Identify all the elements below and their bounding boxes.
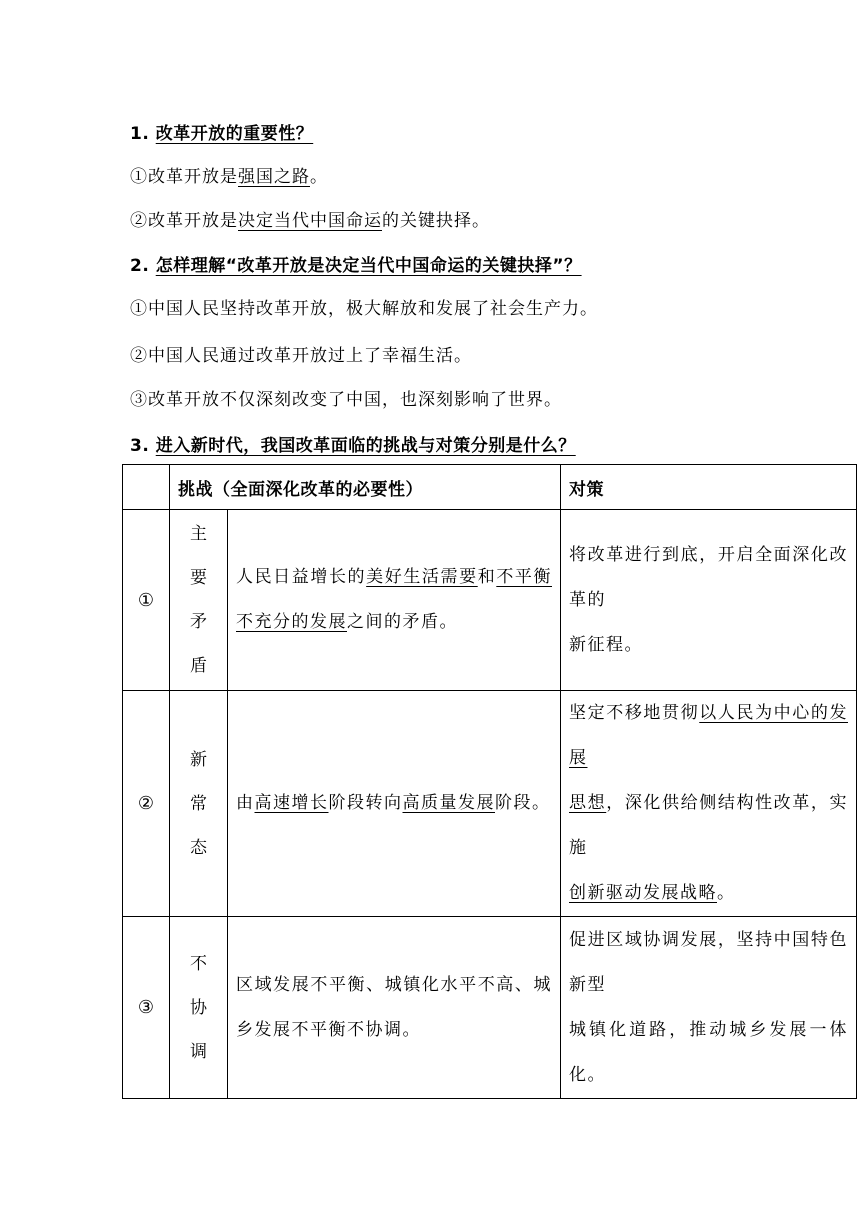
answer-2-line-2: ②中国人民通过改革开放过上了幸福生活。 bbox=[130, 346, 472, 366]
measure-cell: 将改革进行到底，开启全面深化改革的 新征程。 bbox=[561, 510, 857, 691]
question-1-heading bbox=[130, 119, 313, 144]
question-3-number: 3. bbox=[130, 436, 150, 456]
challenge-cell: 由高速增长阶段转向高质量发展阶段。 bbox=[228, 691, 561, 917]
row-number: ① bbox=[123, 510, 170, 691]
row-number: ③ bbox=[123, 917, 170, 1099]
challenge-cell: 区域发展不平衡、城镇化水平不高、城乡发展不平衡不协调。 bbox=[228, 917, 561, 1099]
table-header-row bbox=[123, 465, 857, 510]
measure-cell: 促进区域协调发展，坚持中国特色新型 城镇化道路，推动城乡发展一体化。 bbox=[561, 917, 857, 1099]
row-label: 主 要 矛 盾 bbox=[170, 510, 228, 691]
table-row bbox=[123, 510, 857, 691]
question-2-heading bbox=[130, 251, 582, 276]
row-label: 新 常 态 bbox=[170, 691, 228, 917]
row-label: 不 协 调 bbox=[170, 917, 228, 1099]
header-blank-cell bbox=[123, 465, 170, 510]
table-row bbox=[123, 917, 857, 1099]
measure-cell: 坚定不移地贯彻以人民为中心的发展 思想，深化供给侧结构性改革，实施 创新驱动发展战略。 bbox=[561, 691, 857, 917]
challenge-cell: 人民日益增长的美好生活需要和不平衡不充分的发展之间的矛盾。 bbox=[228, 510, 561, 691]
question-2-number: 2. bbox=[130, 256, 150, 276]
header-challenge: 挑战（全面深化改革的必要性） bbox=[170, 465, 561, 510]
row-number: ② bbox=[123, 691, 170, 917]
question-2-title: 怎样理解“改革开放是决定当代中国命运的关键抉择”？ bbox=[155, 256, 582, 276]
answer-1-line-1: ①改革开放是强国之路。 bbox=[130, 167, 328, 187]
answer-2-line-1: ①中国人民坚持改革开放，极大解放和发展了社会生产力。 bbox=[130, 299, 598, 319]
question-3-title: 进入新时代，我国改革面临的挑战与对策分别是什么？ bbox=[155, 436, 576, 456]
question-3-heading bbox=[130, 431, 576, 456]
answer-1-line-2: ②改革开放是决定当代中国命运的关键抉择。 bbox=[130, 211, 490, 231]
answer-2-line-3: ③改革开放不仅深刻改变了中国，也深刻影响了世界。 bbox=[130, 390, 562, 410]
header-measure: 对策 bbox=[561, 465, 857, 510]
challenge-measure-table bbox=[122, 464, 857, 1099]
question-1-title: 改革开放的重要性？ bbox=[155, 124, 314, 144]
table-row bbox=[123, 691, 857, 917]
question-1-number: 1. bbox=[130, 124, 150, 144]
